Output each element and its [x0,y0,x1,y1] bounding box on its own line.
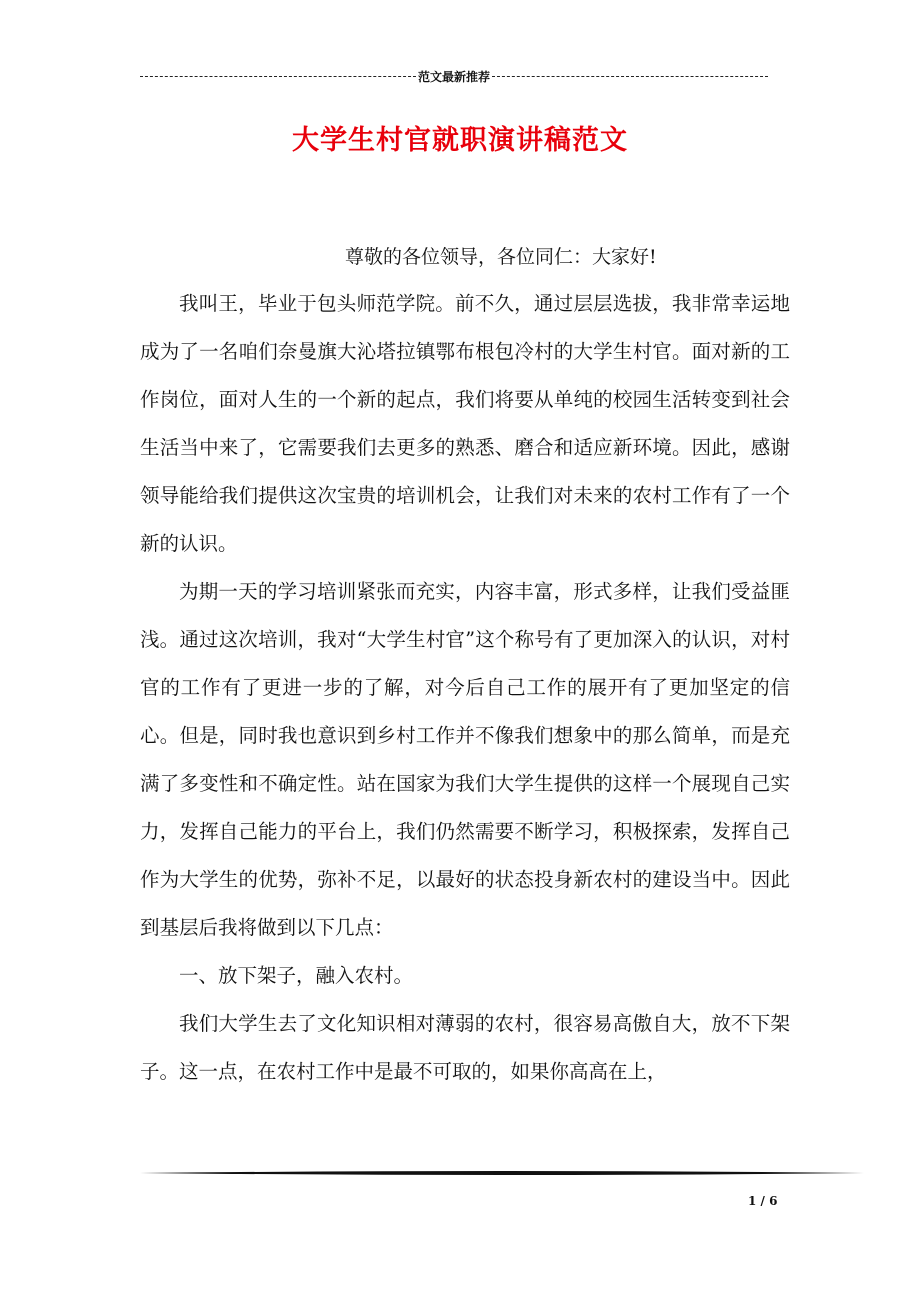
section-heading: 一、放下架子，融入农村。 [179,964,414,987]
page-number: 1 / 6 [748,1194,778,1208]
page-header [140,66,768,86]
document-title: 大学生村官就职演讲稿范文 [292,125,628,156]
paragraph: 我叫王，毕业于包头师范学院。前不久，通过层层选拔，我非常幸运地成为了一名咱们奈曼旗大沁塔拉镇鄂布根包冷村的大学生村官。面对新的工作岗位，面对人生的一个新的起点，我们将要从单纯的校园生活转变到社会生活当中来了，它需要我们去更多的熟悉、磨合和适应新环境。因此，感谢领导能给我们提供这次宝贵的培训机会，让我们对未来的农村工作有了一个新的认识。 [140,292,790,555]
header-dash-left [140,76,416,77]
document-body [140,280,790,1096]
header-label: 范文最新推荐 [418,69,491,84]
footer-rule [140,1170,864,1176]
header-dash-right [492,76,768,77]
paragraph: 我们大学生去了文化知识相对薄弱的农村，很容易高傲自大，放不下架子。这一点，在农村工作中是最不可取的，如果你高高在上， [140,1012,790,1083]
paragraph: 为期一天的学习培训紧张而充实，内容丰富，形式多样，让我们受益匪浅。通过这次培训，我对“大学生村官”这个称号有了更加深入的认识，对村官的工作有了更进一步的了解，对今后自己工作的展开有了更加坚定的信心。但是，同时我也意识到乡村工作并不像我们想象中的那么简单，而是充满了多变性和不确定性。站在国家为我们大学生提供的这样一个展现自己实力，发挥自己能力的平台上，我们仍然需要不断学习，积极探索，发挥自己作为大学生的优势，弥补不足，以最好的状态投身新农村的建设当中。因此到基层后我将做到以下几点： [140,580,790,939]
salutation: 尊敬的各位领导，各位同仁：大家好! [345,246,657,268]
